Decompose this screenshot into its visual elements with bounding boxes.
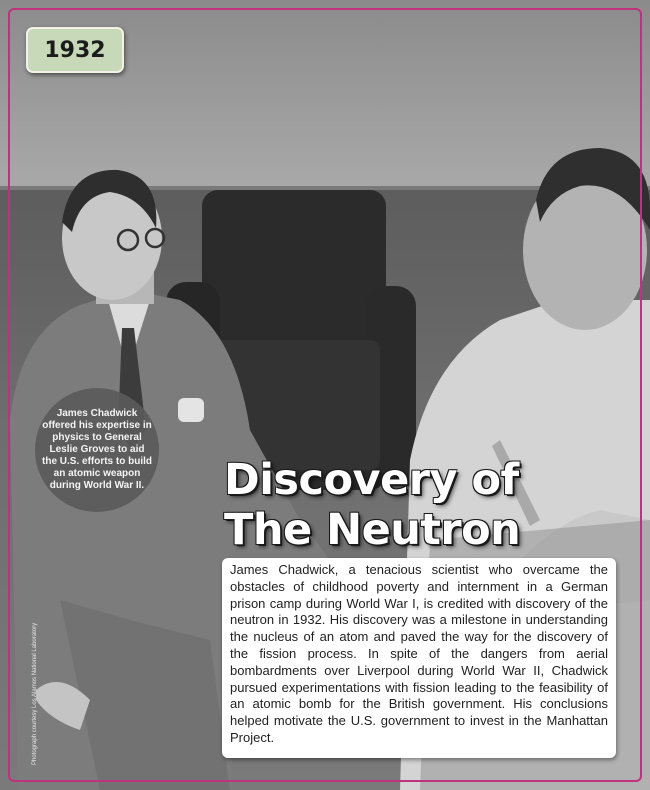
year-badge: 1932 (26, 27, 124, 73)
body-text: James Chadwick, a tenacious scientist who overcame the obstacles of childhood poverty and internment in a German prison camp during World War I, is credited with discovery of the neutron in 1932. His discovery was a milestone in understanding the nucleus of an atom and paved the way for the discovery of the fission process. In spite of the dangers from aerial bombardments over Liverpool during World War II, Chadwick pursued experimentations with fission leading to the feasibility of an atomic bomb for the British government. His conclusions helped motivate the U.S. government to invest in the Manhattan Project. (230, 562, 608, 745)
title-line-2: The Neutron (224, 505, 521, 555)
panel-title (224, 455, 564, 555)
photo-caption-circle (35, 388, 159, 512)
body-text-box (222, 558, 616, 758)
title-line-1: Discovery of (224, 455, 519, 505)
photo-caption-text: James Chadwick offered his expertise in physics to General Leslie Groves to aid the U.S. efforts to build an atomic weapon during World War II. (42, 408, 152, 491)
photo-credit: Photograph courtesy Los Alamos National Laboratory (32, 622, 38, 765)
